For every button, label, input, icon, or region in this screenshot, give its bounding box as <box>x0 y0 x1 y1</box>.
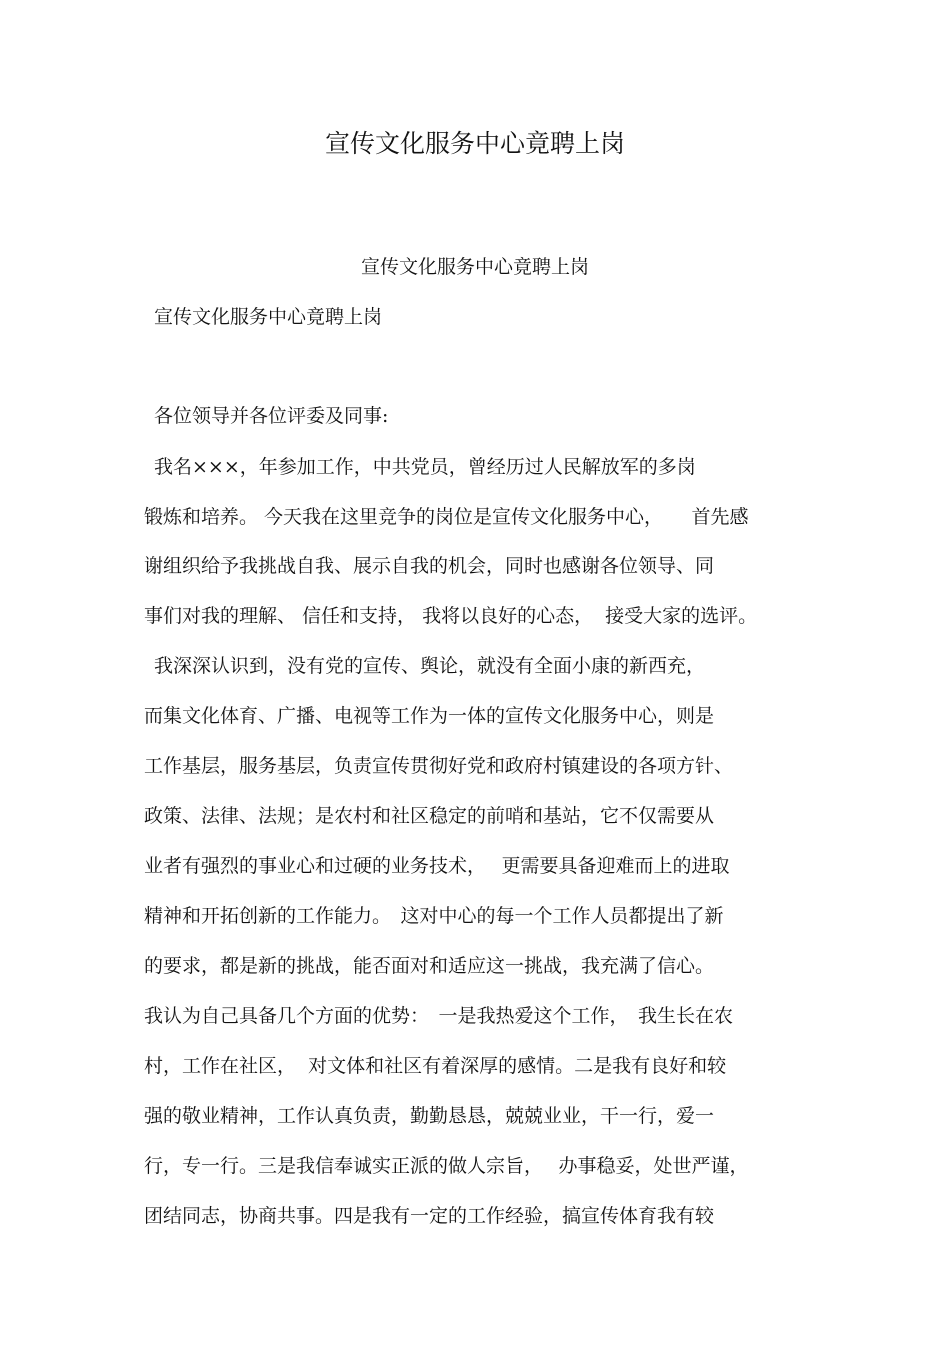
body-line-12: 的要求，都是新的挑战，能否面对和适应这一挑战，我充满了信心。 <box>144 955 715 977</box>
body-line-6: 我深深认识到，没有党的宣传、舆论，就没有全面小康的新西充， <box>154 655 706 677</box>
body-line-9: 政策、法律、法规；是农村和社区稳定的前哨和基站，它不仅需要从 <box>144 805 715 827</box>
body-line-11: 精神和开拓创新的工作能力。 这对中心的每一个工作人员都提出了新 <box>144 905 724 927</box>
document-subtitle: 宣传文化服务中心竟聘上岗 <box>360 256 589 278</box>
body-line-8: 工作基层，服务基层，负责宣传贯彻好党和政府村镇建设的各项方针、 <box>144 755 734 777</box>
body-line-17: 团结同志，协商共事。四是我有一定的工作经验，搞宣传体育我有较 <box>144 1205 715 1227</box>
body-line-5: 事们对我的理解、 信任和支持， 我将以良好的心态， 接受大家的选评。 <box>144 605 758 627</box>
body-line-14: 村，工作在社区， 对文体和社区有着深厚的感情。二是我有良好和较 <box>144 1055 727 1077</box>
document-title: 宣传文化服务中心竟聘上岗 <box>324 129 625 158</box>
section-heading: 宣传文化服务中心竟聘上岗 <box>154 306 383 328</box>
body-line-13: 我认为自己具备几个方面的优势： 一是我热爱这个工作， 我生长在农 <box>144 1005 734 1027</box>
body-line-1: 各位领导并各位评委及同事: <box>154 405 389 427</box>
body-line-2: 我名×××，年参加工作，中共党员，曾经历过人民解放军的多岗 <box>154 456 696 478</box>
body-line-7: 而集文化体育、广播、电视等工作为一体的宣传文化服务中心，则是 <box>144 705 715 727</box>
body-line-3: 锻炼和培养。 今天我在这里竞争的岗位是宣传文化服务中心， 首先感 <box>144 506 749 528</box>
body-line-16: 行，专一行。三是我信奉诚实正派的做人宗旨， 办事稳妥，处世严谨， <box>144 1155 749 1177</box>
body-line-4: 谢组织给予我挑战自我、展示自我的机会，同时也感谢各位领导、同 <box>144 555 715 577</box>
body-line-10: 业者有强烈的事业心和过硬的业务技术， 更需要具备迎难而上的进取 <box>144 855 730 877</box>
body-line-15: 强的敬业精神，工作认真负责，勤勤恳恳，兢兢业业，干一行，爱一 <box>144 1105 715 1127</box>
